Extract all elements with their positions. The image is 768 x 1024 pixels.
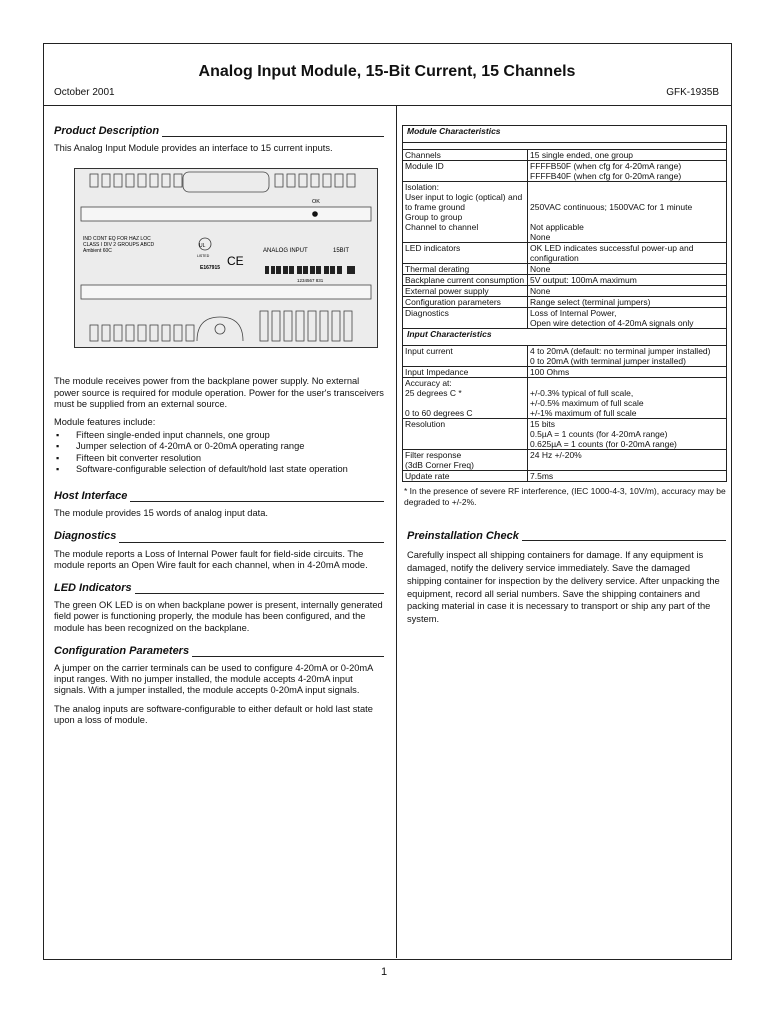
table-row — [403, 450, 727, 471]
row-label: Accuracy at: 25 degrees C * 0 to 60 degrees C — [403, 378, 528, 419]
section-heading-product-description: Product Description — [54, 126, 384, 137]
table-row — [403, 264, 727, 275]
row-label: Filter response (3dB Corner Freq) — [403, 450, 528, 471]
table-row — [403, 275, 727, 286]
ce-mark: CE — [227, 254, 244, 269]
features-list — [54, 430, 384, 475]
page-number: 1 — [380, 966, 388, 978]
row-value: FFFFB50F (when cfg for 4-20mA range) FFFFB40F (when cfg for 0-20mA range) — [528, 161, 727, 182]
host-interface-text: The module provides 15 words of analog input data. — [54, 508, 268, 519]
cert-text: Ambient 60C — [83, 248, 112, 255]
configuration-text-2: The analog inputs are software-configurable to either default or hold last state upon a loss of module. — [54, 703, 373, 725]
power-text: The module receives power from the backplane power supply. No external power source is required for module operation. Power for the user's transceivers must be supplied from an external source. — [54, 376, 384, 409]
table-row — [403, 182, 727, 243]
cert-text: IND CONT EQ FOR HAZ LOC — [83, 236, 151, 243]
section-heading-diagnostics: Diagnostics — [54, 531, 384, 542]
right-column — [402, 125, 726, 626]
row-value: 15 single ended, one group — [528, 150, 727, 161]
header-divider — [43, 105, 731, 106]
row-value: 5V output: 100mA maximum — [528, 275, 727, 286]
row-value: 15 bits 0.5µA = 1 counts (for 4-20mA range) 0.625µA = 1 counts (for 0-20mA range) — [528, 419, 727, 450]
configuration-text: A jumper on the carrier terminals can be used to configure 4-20mA or 0-20mA input ranges. With no jumper installed, the module accepts 4-20mA input signals. With a jumper installed, the module accepts 0-20mA input signals. — [54, 663, 373, 696]
serial-number: 1234567 831 — [297, 278, 324, 284]
row-value: 100 Ohms — [528, 367, 727, 378]
row-value: None — [528, 286, 727, 297]
ok-led-label: OK — [312, 199, 320, 206]
row-value: +/-0.3% typical of full scale, +/-0.5% maximum of full scale +/-1% maximum of full scale — [528, 378, 727, 419]
row-label: Module ID — [403, 161, 528, 182]
table-row — [403, 419, 727, 450]
table-row — [403, 286, 727, 297]
row-label: Update rate — [403, 471, 528, 482]
list-item: ▪ Jumper selection of 4-20mA or 0-20mA operating range — [54, 441, 384, 452]
preinstallation-text: Carefully inspect all shipping containers for damage. If any equipment is damaged, notify the delivery service immediately. Save the damaged shipping container for inspection by the delivery service. After unpacking the equipment, record all serial numbers. Save the shipping containers and packing material in case it is necessary to transport or ship any part of the system. — [407, 550, 720, 625]
file-number: E167915 — [200, 265, 221, 272]
row-label: Thermal derating — [403, 264, 528, 275]
section-heading-preinstallation: Preinstallation Check — [407, 531, 726, 541]
ul-listed: LISTED — [197, 254, 210, 259]
row-label: Isolation: User input to logic (optical) and to frame ground Group to group Channel to channel — [403, 182, 528, 243]
row-label: Diagnostics — [403, 308, 528, 329]
row-label: LED indicators — [403, 243, 528, 264]
module-characteristics-heading: Module Characteristics — [403, 126, 727, 143]
page-title: Analog Input Module, 15-Bit Current, 15 Channels — [198, 63, 576, 80]
row-label: Input Impedance — [403, 367, 528, 378]
row-label: Resolution — [403, 419, 528, 450]
row-value: 4 to 20mA (default: no terminal jumper installed) 0 to 20mA (with terminal jumper installed) — [528, 346, 727, 367]
table-row — [403, 150, 727, 161]
table-row — [403, 297, 727, 308]
led-indicators-text: The green OK LED is on when backplane power is present, internally generated field power is functioning properly, the module has been configured, and the module has been recognized on the backplane. — [54, 600, 383, 633]
footnote: * In the presence of severe RF interference, (IEC 1000-4-3, 10V/m), accuracy may be degraded to +/-2%. — [404, 486, 726, 507]
module-drawing — [75, 169, 377, 347]
table-row — [403, 346, 727, 367]
row-value: 24 Hz +/-20% — [528, 450, 727, 471]
row-value: 7.5ms — [528, 471, 727, 482]
left-column — [54, 126, 384, 733]
row-value: Loss of Internal Power, Open wire detection of 4-20mA signals only — [528, 308, 727, 329]
diagnostics-text: The module reports a Loss of Internal Power fault for field-side circuits. The module reports an Open Wire fault for each channel, when in 4-20mA mode. — [54, 548, 368, 570]
section-heading-led-indicators: LED Indicators — [54, 583, 384, 594]
list-item: ▪ Fifteen bit converter resolution — [54, 453, 384, 464]
bits-label: 15BIT — [333, 248, 350, 255]
features-intro: Module features include: — [54, 417, 156, 428]
column-divider — [396, 106, 397, 958]
characteristics-table — [402, 125, 727, 482]
input-characteristics-heading: Input Characteristics — [403, 329, 727, 346]
row-label: Channels — [403, 150, 528, 161]
row-value: None — [528, 264, 727, 275]
cert-text: CLASS I DIV 2 GROUPS ABCD — [83, 242, 155, 249]
table-row — [403, 161, 727, 182]
row-value: 250VAC continuous; 1500VAC for 1 minute Not applicable None — [528, 182, 727, 243]
section-heading-configuration: Configuration Parameters — [54, 646, 384, 657]
row-label: Configuration parameters — [403, 297, 528, 308]
module-illustration — [74, 168, 378, 348]
table-row — [403, 308, 727, 329]
list-item: ▪ Software-configurable selection of default/hold last state operation — [54, 464, 384, 475]
table-spacer — [403, 143, 727, 150]
document-date: October 2001 — [54, 87, 115, 98]
section-heading-host-interface: Host Interface — [54, 491, 384, 502]
row-label: External power supply — [403, 286, 528, 297]
row-label: Input current — [403, 346, 528, 367]
row-value: OK LED indicates successful power-up and configuration — [528, 243, 727, 264]
table-row — [403, 471, 727, 482]
table-row — [403, 243, 727, 264]
document-number: GFK-1935B — [666, 87, 719, 98]
product-description-text: This Analog Input Module provides an interface to 15 current inputs. — [54, 143, 333, 154]
row-label: Backplane current consumption — [403, 275, 528, 286]
ul-logo: UL — [199, 243, 206, 250]
product-label: ANALOG INPUT — [263, 248, 308, 255]
table-row — [403, 378, 727, 419]
table-row — [403, 367, 727, 378]
row-value: Range select (terminal jumpers) — [528, 297, 727, 308]
list-item: ▪ Fifteen single-ended input channels, one group — [54, 430, 384, 441]
